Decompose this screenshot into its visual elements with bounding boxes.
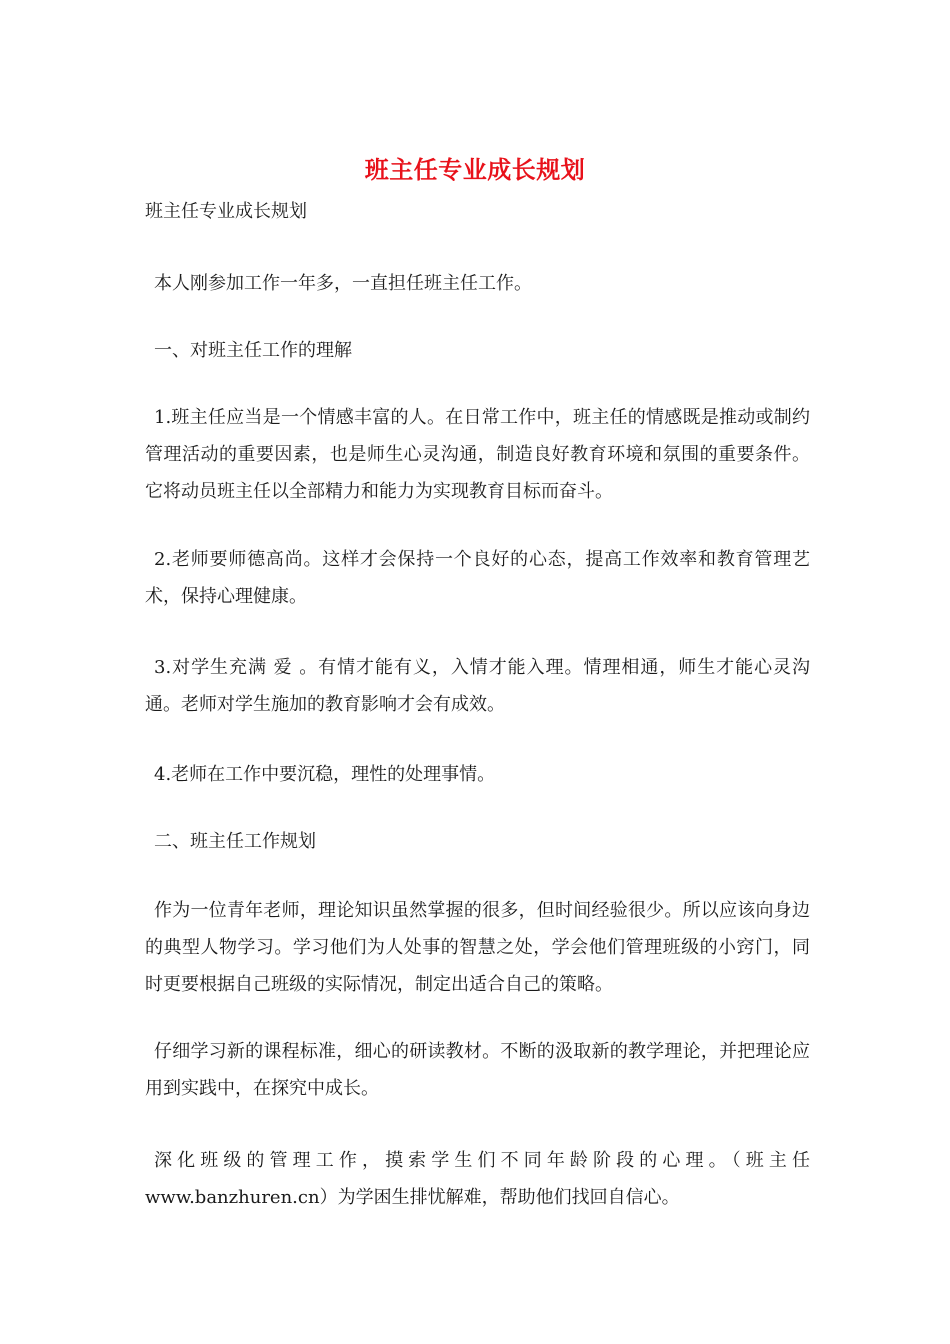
paragraph-item-4: 4.老师在工作中要沉稳，理性的处理事情。 bbox=[154, 764, 496, 785]
paragraph-item-2: 2.老师要师德高尚。这样才会保持一个良好的心态，提高工作效率和教育管理艺术，保持心理健康。 bbox=[145, 549, 810, 607]
paragraph-plan-1: 作为一位青年老师，理论知识虽然掌握的很多，但时间经验很少。所以应该向身边的典型人物学习。学习他们为人处事的智慧之处，学会他们管理班级的小窍门，同时更要根据自己班级的实际情况，制定出适合自己的策略。 bbox=[145, 900, 810, 995]
document-title: 班主任专业成长规划 bbox=[364, 155, 586, 184]
paragraph-item-3: 3.对学生充满 爱 。有情才能有义，入情才能入理。情理相通，师生才能心灵沟通。老师对学生施加的教育影响才会有成效。 bbox=[145, 657, 810, 715]
section-heading-2: 二、班主任工作规划 bbox=[154, 831, 316, 852]
paragraph-intro: 本人刚参加工作一年多，一直担任班主任工作。 bbox=[154, 273, 532, 294]
paragraph-item-1: 1.班主任应当是一个情感丰富的人。在日常工作中，班主任的情感既是推动或制约管理活动的重要因素，也是师生心灵沟通，制造良好教育环境和氛围的重要条件。它将动员班主任以全部精力和能力为实现教育目标而奋斗。 bbox=[145, 407, 810, 502]
paragraph-plan-2: 仔细学习新的课程标准，细心的研读教材。不断的汲取新的教学理论，并把理论应用到实践中，在探究中成长。 bbox=[145, 1041, 810, 1099]
document-subtitle: 班主任专业成长规划 bbox=[145, 201, 307, 222]
section-heading-1: 一、对班主任工作的理解 bbox=[154, 340, 352, 361]
paragraph-plan-3: 深化班级的管理工作，摸索学生们不同年龄阶段的心理。（班主任www.banzhuren.cn）为学困生排忧解难，帮助他们找回自信心。 bbox=[145, 1150, 810, 1208]
